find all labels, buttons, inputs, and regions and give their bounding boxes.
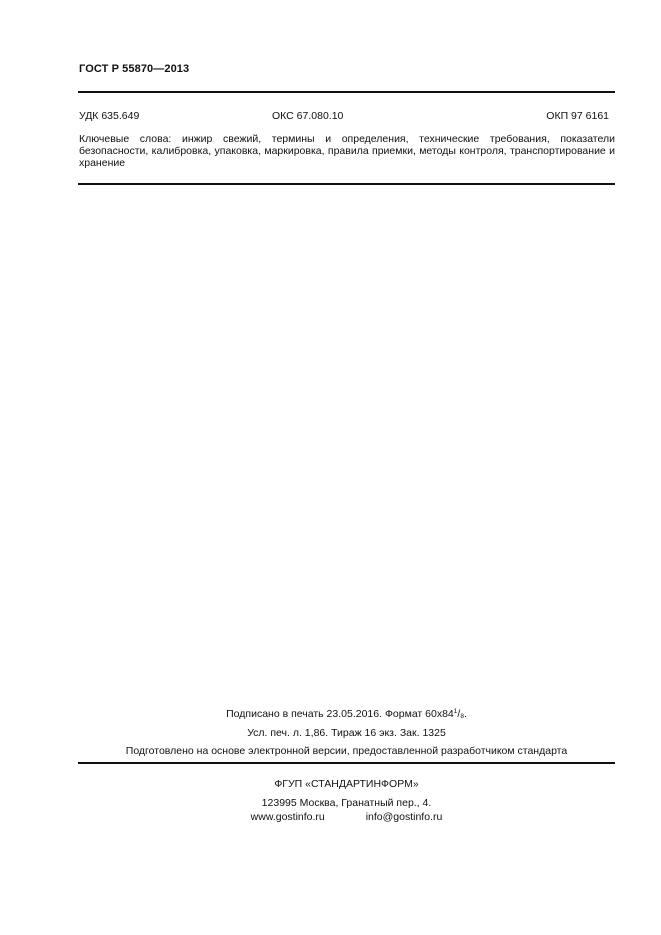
signed-text: Подписано в печать 23.05.2016. Формат 60x84 xyxy=(226,708,454,720)
top-divider xyxy=(78,91,615,93)
publisher-website-link[interactable]: www.gostinfo.ru xyxy=(250,811,325,823)
imprint-prepared-line: Подготовлено на основе электронной версии, предоставленной разработчиком стандарта xyxy=(125,745,568,757)
publisher-contacts xyxy=(78,811,615,823)
publisher-name: ФГУП «СТАНДАРТИНФОРМ» xyxy=(274,778,419,790)
imprint-sheets-line: Усл. печ. л. 1,86. Тираж 16 экз. Зак. 1325 xyxy=(247,727,446,739)
oks-code: ОКС 67.080.10 xyxy=(272,110,344,122)
keywords-paragraph: Ключевые слова: инжир свежий, термины и определения, технические требования, показатели безопасности, калибровка, упаковка, маркировка, правила приемки, методы контроля, транспортирование и хранение xyxy=(79,133,615,169)
format-denominator: 8 xyxy=(460,713,464,720)
keywords-divider xyxy=(78,183,615,185)
publisher-email-link[interactable]: info@gostinfo.ru xyxy=(365,811,443,823)
classification-codes xyxy=(79,110,609,124)
format-numerator: 1 xyxy=(453,708,458,715)
udk-code: УДК 635.649 xyxy=(79,110,140,122)
imprint-signed-line: Подписано в печать 23.05.2016. Формат $60x84^1/_8$. xyxy=(226,708,467,720)
standard-number: ГОСТ Р 55870—2013 xyxy=(79,63,190,75)
imprint-divider xyxy=(78,762,615,764)
signed-suffix: . xyxy=(463,708,467,720)
okp-code: ОКП 97 6161 xyxy=(546,110,609,122)
publisher-address: 123995 Москва, Гранатный пер., 4. xyxy=(261,797,432,809)
